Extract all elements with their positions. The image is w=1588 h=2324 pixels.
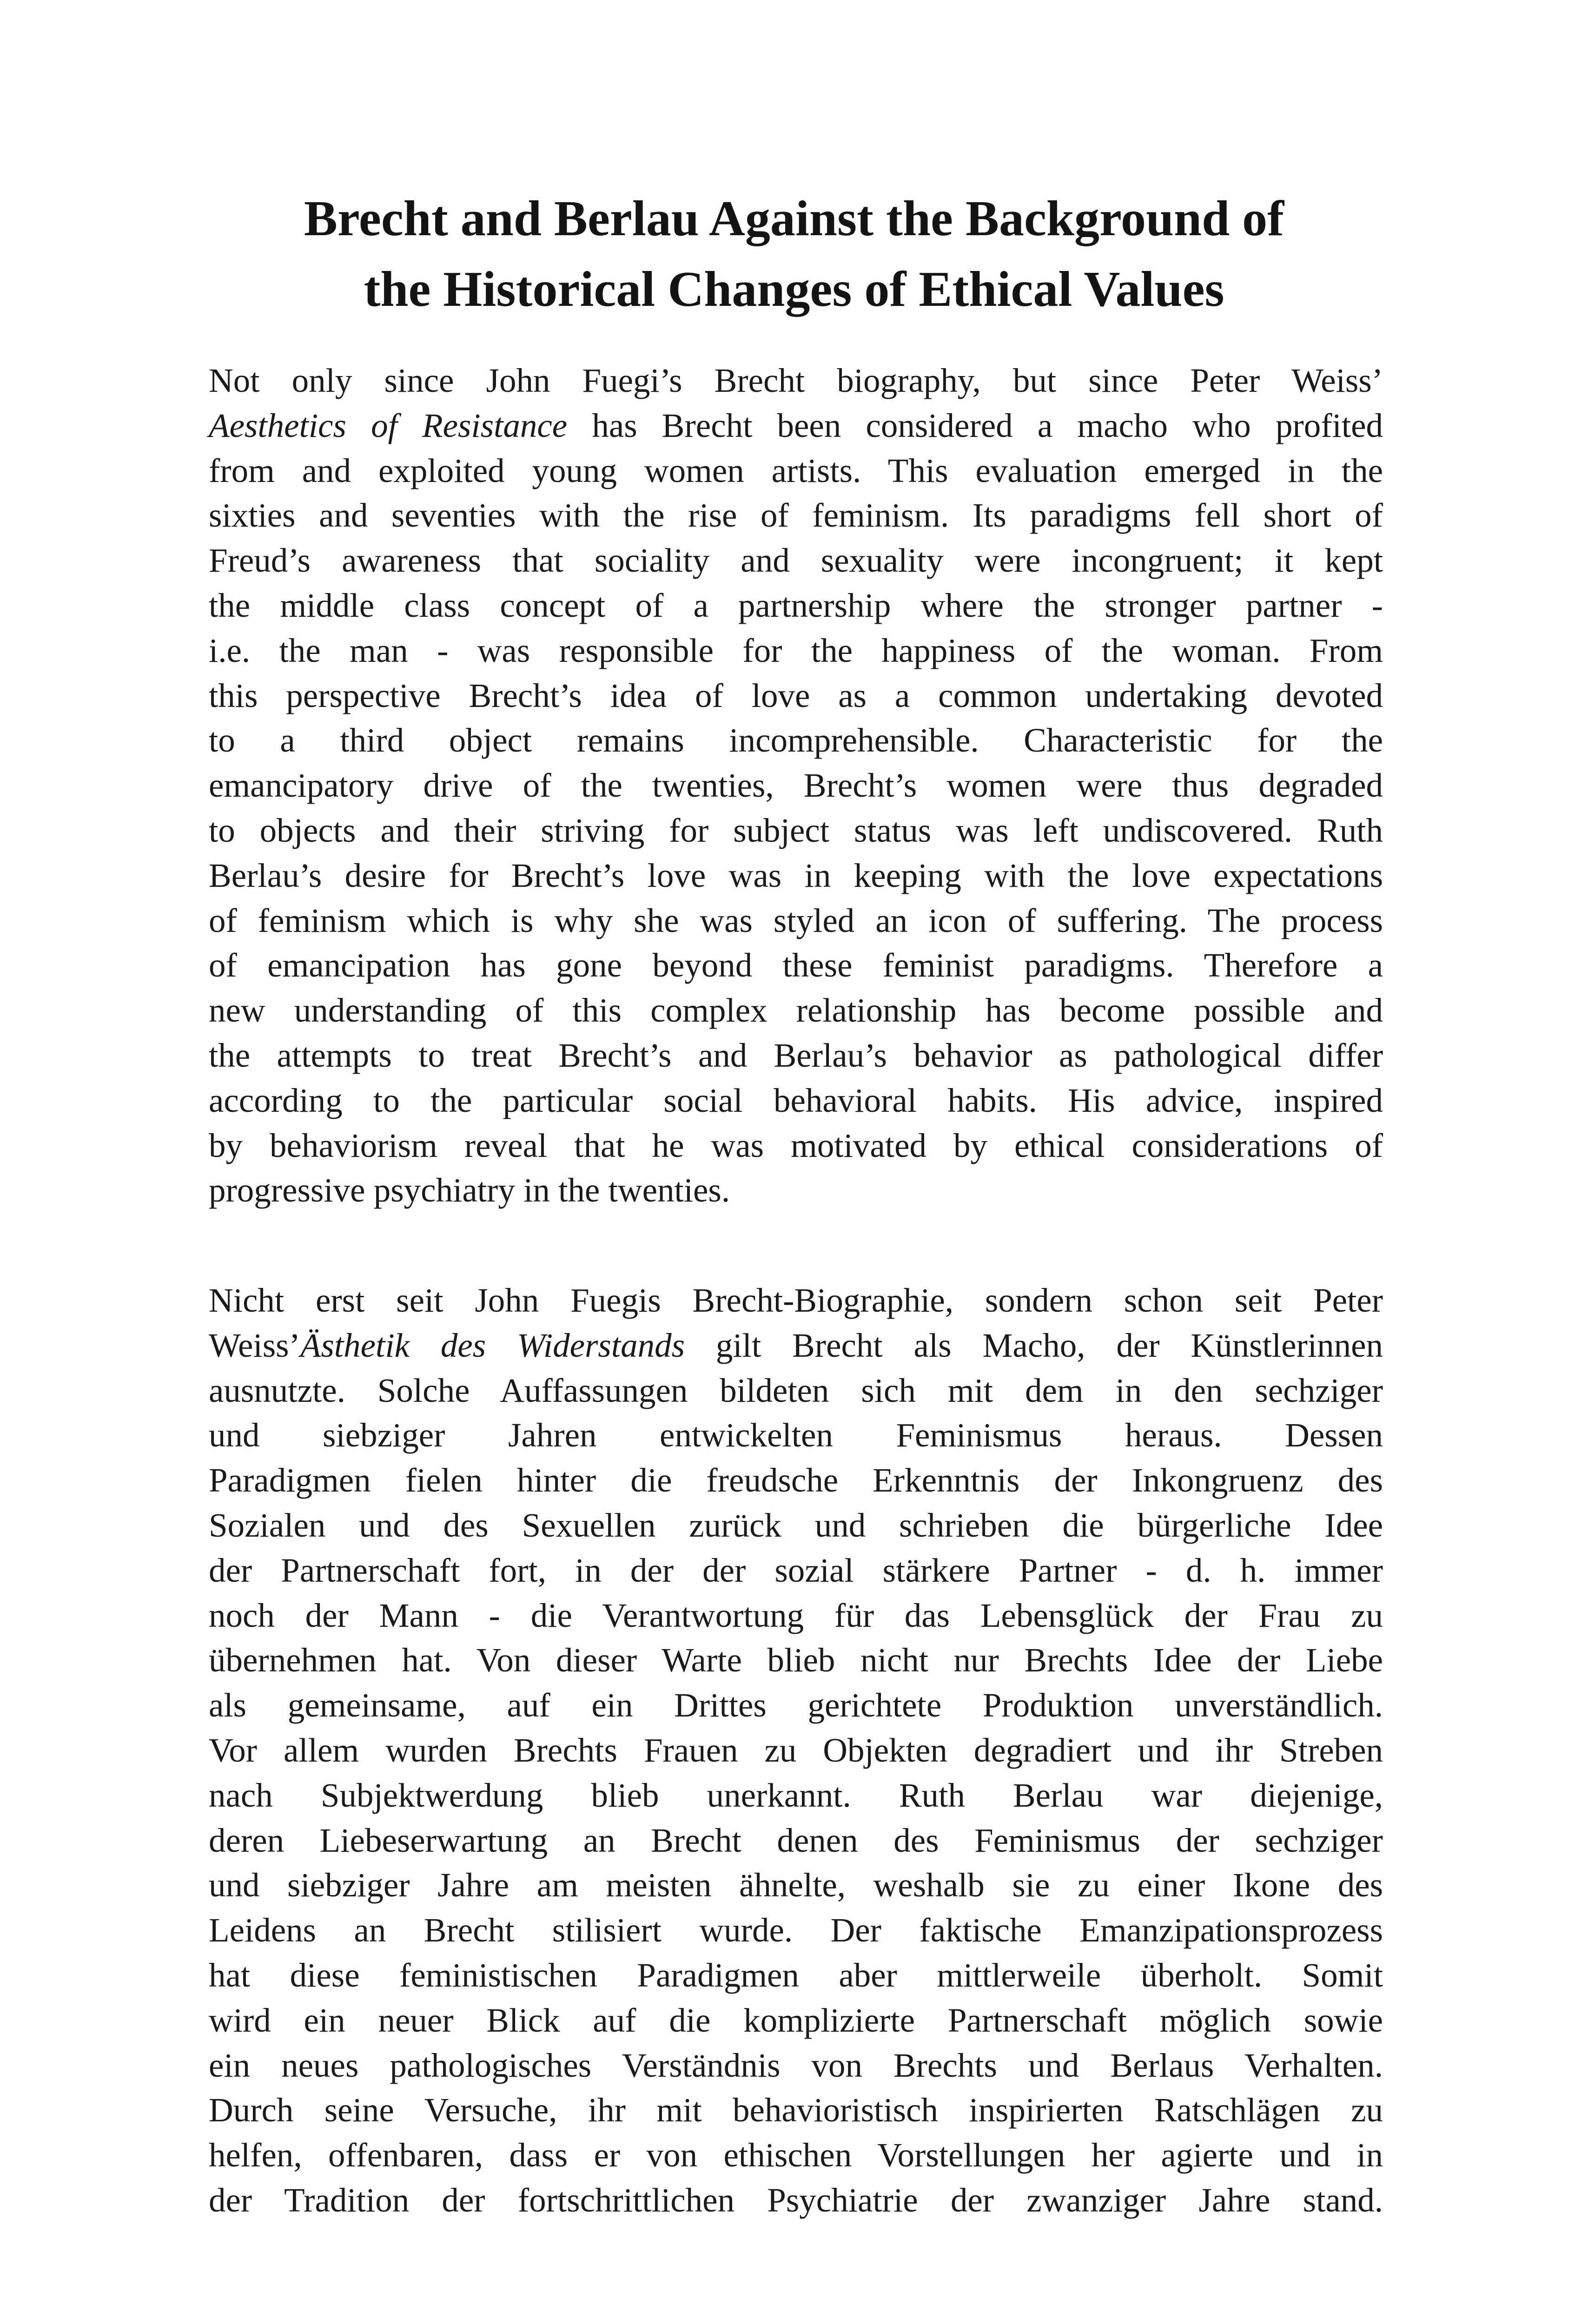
abstract-en-line: Freud’s awareness that sociality and sexuality were incongruent; it kept <box>209 541 1383 580</box>
abstract-de-line: Leidens an Brecht stilisiert wurde. Der faktische Emanzipationsprozess <box>209 1911 1383 1949</box>
abstract-en-line: according to the particular social behavioral habits. His advice, inspired <box>209 1081 1383 1119</box>
abstract-de-line: Paradigmen fielen hinter die freudsche Erkenntnis der Inkongruenz des <box>209 1461 1383 1499</box>
abstract-de-line: ein neues pathologisches Verständnis von Brechts und Berlaus Verhalten. <box>209 2046 1383 2084</box>
abstract-de-line: und siebziger Jahre am meisten ähnelte, weshalb sie zu einer Ikone des <box>209 1866 1383 1904</box>
abstract-en-line: sixties and seventies with the rise of feminism. Its paradigms fell short of <box>209 496 1383 535</box>
abstract-de-line: wird ein neuer Blick auf die komplizierte Partnerschaft möglich sowie <box>209 2001 1383 2039</box>
abstract-en-line: emancipatory drive of the twenties, Brecht’s women were thus degraded <box>209 766 1383 805</box>
abstract-en-line: this perspective Brecht’s idea of love as a common undertaking devoted <box>209 676 1383 714</box>
abstract-en-line: Not only since John Fuegi’s Brecht biography, but since Peter Weiss’ <box>209 362 1383 399</box>
page-title <box>139 184 1449 325</box>
title-line-1: Brecht and Berlau Against the Background of <box>304 191 1284 246</box>
abstract-de-line: hat diese feministischen Paradigmen aber mittlerweile überholt. Somit <box>209 1956 1383 1994</box>
abstract-en-line: the middle class concept of a partnership where the stronger partner - <box>209 586 1383 624</box>
title-line-2: the Historical Changes of Ethical Values <box>364 262 1224 317</box>
abstract-de-line: Vor allem wurden Brechts Frauen zu Objekten degradiert und ihr Streben <box>209 1731 1383 1769</box>
abstract-en-line: of feminism which is why she was styled an icon of suffering. The process <box>209 901 1383 939</box>
abstract-german <box>209 1278 1383 2223</box>
abstract-en-line: Berlau’s desire for Brecht’s love was in keeping with the love expectations <box>209 856 1383 894</box>
abstract-en-line: progressive psychiatry in the twenties. <box>209 1171 730 1209</box>
abstract-de-line-text: gilt Brecht als Macho, der Künstlerinnen <box>685 1326 1383 1364</box>
abstract-en-line: by behaviorism reveal that he was motivated by ethical considerations of <box>209 1126 1383 1164</box>
abstract-en-line-text: has Brecht been considered a macho who profited <box>567 406 1383 444</box>
abstract-de-line: der Partnerschaft fort, in der der sozial stärkere Partner - d. h. immer <box>209 1551 1383 1589</box>
abstract-de-line: helfen, offenbaren, dass er von ethischen Vorstellungen her agierte und in <box>209 2136 1383 2174</box>
abstract-de-line: und siebziger Jahren entwickelten Feminismus heraus. Dessen <box>209 1416 1383 1454</box>
abstract-en-line: new understanding of this complex relationship has become possible and <box>209 991 1383 1030</box>
abstract-english <box>209 358 1383 1213</box>
abstract-en-line: i.e. the man - was responsible for the happiness of the woman. From <box>209 631 1383 669</box>
abstract-en-line: the attempts to treat Brecht’s and Berlau’s behavior as pathological differ <box>209 1036 1383 1074</box>
abstract-de-line: noch der Mann - die Verantwortung für das Lebensglück der Frau zu <box>209 1596 1383 1634</box>
abstract-en-line: from and exploited young women artists. This evaluation emerged in the <box>209 451 1383 489</box>
abstract-de-line: deren Liebeserwartung an Brecht denen des Feminismus der sechziger <box>209 1821 1383 1859</box>
abstract-en-line: to objects and their striving for subject status was left undiscovered. Ruth <box>209 811 1383 849</box>
abstract-de-line: Sozialen und des Sexuellen zurück und schrieben die bürgerliche Idee <box>209 1506 1383 1544</box>
abstract-de-line: nach Subjektwerdung blieb unerkannt. Ruth Berlau war diejenige, <box>209 1776 1383 1814</box>
abstract-en-line: of emancipation has gone beyond these feminist paradigms. Therefore a <box>209 946 1383 984</box>
book-title-aesthetics: Aesthetics of Resistance <box>209 406 568 444</box>
abstract-de-line-text: Weiss’ <box>209 1326 300 1364</box>
book-title-aesthetik: Ästhetik des Widerstands <box>300 1326 685 1364</box>
abstract-de-line <box>209 1323 1383 1368</box>
abstract-de-line: Durch seine Versuche, ihr mit behavioristisch inspirierten Ratschlägen zu <box>209 2091 1383 2129</box>
abstract-de-line: übernehmen hat. Von dieser Warte blieb nicht nur Brechts Idee der Liebe <box>209 1641 1383 1679</box>
abstract-de-line: Nicht erst seit John Fuegis Brecht-Biographie, sondern schon seit Peter <box>209 1281 1383 1319</box>
abstract-de-line: ausnutzte. Solche Auffassungen bildeten sich mit dem in den sechziger <box>209 1371 1383 1409</box>
abstract-de-line: als gemeinsame, auf ein Drittes gerichtete Produktion unverständlich. <box>209 1686 1383 1724</box>
abstract-de-line: der Tradition der fortschrittlichen Psychiatrie der zwanziger Jahre stand. <box>209 2181 1383 2219</box>
abstract-en-line: to a third object remains incomprehensible. Characteristic for the <box>209 721 1383 759</box>
abstract-en-line <box>209 403 1383 449</box>
